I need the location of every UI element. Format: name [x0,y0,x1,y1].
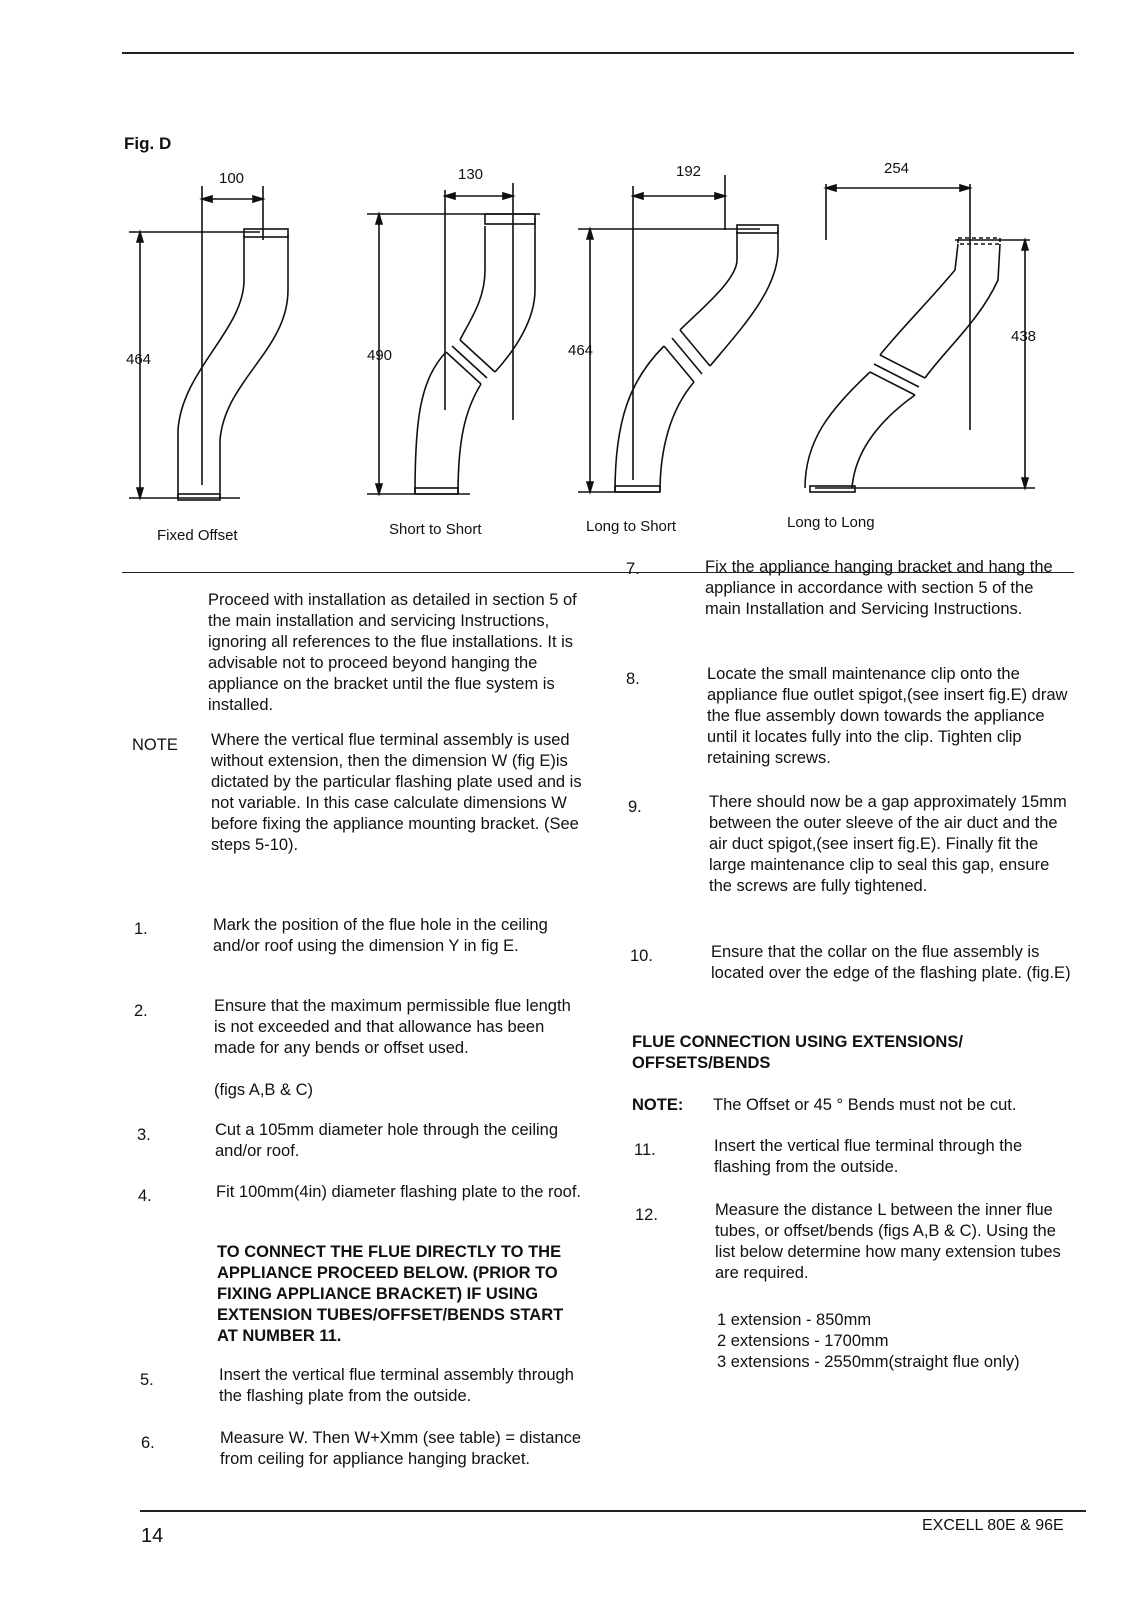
dim-height-long-to-short: 464 [568,342,594,359]
step-number: 4. [138,1187,152,1205]
caption-long-to-short: Long to Short [586,518,677,535]
step-number: 7. [626,560,640,578]
step-text: Mark the position of the flue hole in the ceiling and/or roof using the dimension Y in fig E. [213,916,548,955]
step-number: 10. [630,947,653,965]
step-text: Fix the appliance hanging bracket and hang the appliance in accordance with section 5 of the main Installation and Servicing Instructions. [705,558,1053,618]
dim-width-long-to-short: 192 [676,163,702,180]
caption-long-to-long: Long to Long [787,514,875,531]
dim-width-short-to-short: 130 [458,166,484,183]
step-text: Fit 100mm(4in) diameter flashing plate to the roof. [216,1183,582,1201]
note-label: NOTE: [632,1096,684,1114]
document-model: EXCELL 80E & 96E [922,1517,1064,1534]
note-text: Where the vertical flue terminal assembly is used without extension, then the dimension W (fig E)is dictated by the particular flashing plate used and is not variable. In this case calculate dimensions W before fixing the appliance mounting bracket. (See steps 5-10). [211,731,582,854]
panel-fixed-offset-drawing [129,186,288,500]
step-number: 2. [134,1002,148,1020]
dim-height-long-to-long: 438 [1011,328,1037,345]
panel-long-to-short-drawing [578,175,778,492]
step-text: Locate the small maintenance clip onto the appliance flue outlet spigot,(see insert fig.E) draw the flue assembly down towards the appliance until it locates fully into the clip. Tighten clip retaining screws. [707,665,1068,767]
panel-long-to-long-drawing [805,184,1035,492]
note-text: The Offset or 45 ° Bends must not be cut. [713,1096,1017,1114]
extension-item: 3 extensions - 2550mm(straight flue only) [717,1353,1020,1371]
step-number: 6. [141,1434,155,1452]
step-text: Cut a 105mm diameter hole through the ceiling and/or roof. [215,1121,559,1160]
step-number: 5. [140,1371,154,1389]
step-number: 8. [626,670,640,688]
note-label: NOTE [132,736,178,754]
step-text: Measure W. Then W+Xmm (see table) = distance from ceiling for appliance hanging bracket. [220,1429,582,1468]
step-extra: (figs A,B & C) [214,1081,314,1099]
extension-item: 1 extension - 850mm [717,1311,872,1329]
step-text: Ensure that the maximum permissible flue length is not exceeded and that allowance has been made for any bends or offset used. [214,997,571,1057]
step-text: There should now be a gap approximately 15mm between the outer sleeve of the air duct and the air duct spigot,(see insert fig.E). Finally fit the large maintenance clip to seal this gap, ensure the screws are fully tightened. [709,793,1067,895]
footer-rule [140,1510,1086,1512]
step-number: 11. [634,1141,656,1159]
step-number: 12. [635,1206,658,1224]
dim-height-short-to-short: 490 [367,347,393,364]
extension-item: 2 extensions - 1700mm [717,1332,889,1350]
step-number: 3. [137,1126,151,1144]
step-number: 9. [628,798,642,816]
step-text: Insert the vertical flue terminal assembly through the flashing plate from the outside. [219,1366,574,1405]
caption-fixed-offset: Fixed Offset [157,527,238,544]
bold-instruction: TO CONNECT THE FLUE DIRECTLY TO THE APPLIANCE PROCEED BELOW. (PRIOR TO FIXING APPLIANCE BRACKET) IF USING EXTENSION TUBES/OFFSET/BENDS START AT NUMBER 11. [217,1243,564,1345]
step-number: 1. [134,920,148,938]
section-heading: FLUE CONNECTION USING EXTENSIONS/ OFFSETS/BENDS [632,1033,963,1072]
page-number: 14 [141,1525,164,1547]
caption-short-to-short: Short to Short [389,521,482,538]
panel-short-to-short-drawing [367,183,540,494]
dim-width-fixed-offset: 100 [219,170,245,187]
flue-offset-figure [0,0,1128,560]
step-text: Insert the vertical flue terminal through the flashing from the outside. [714,1137,1023,1176]
step-text: Measure the distance L between the inner flue tubes, or offset/bends (figs A,B & C). Using the list below determine how many extension tubes are required. [715,1201,1061,1282]
figure-label: Fig. D [124,134,172,153]
step-text: Ensure that the collar on the flue assembly is located over the edge of the flashing plate. (fig.E) [711,943,1071,982]
dim-height-fixed-offset: 464 [126,351,152,368]
intro-paragraph: Proceed with installation as detailed in section 5 of the main installation and servicing Instructions, ignoring all references to the flue installations. It is advisable not to proceed beyond hanging the appliance on the bracket until the flue system is installed. [208,591,577,714]
dim-width-long-to-long: 254 [884,160,910,177]
